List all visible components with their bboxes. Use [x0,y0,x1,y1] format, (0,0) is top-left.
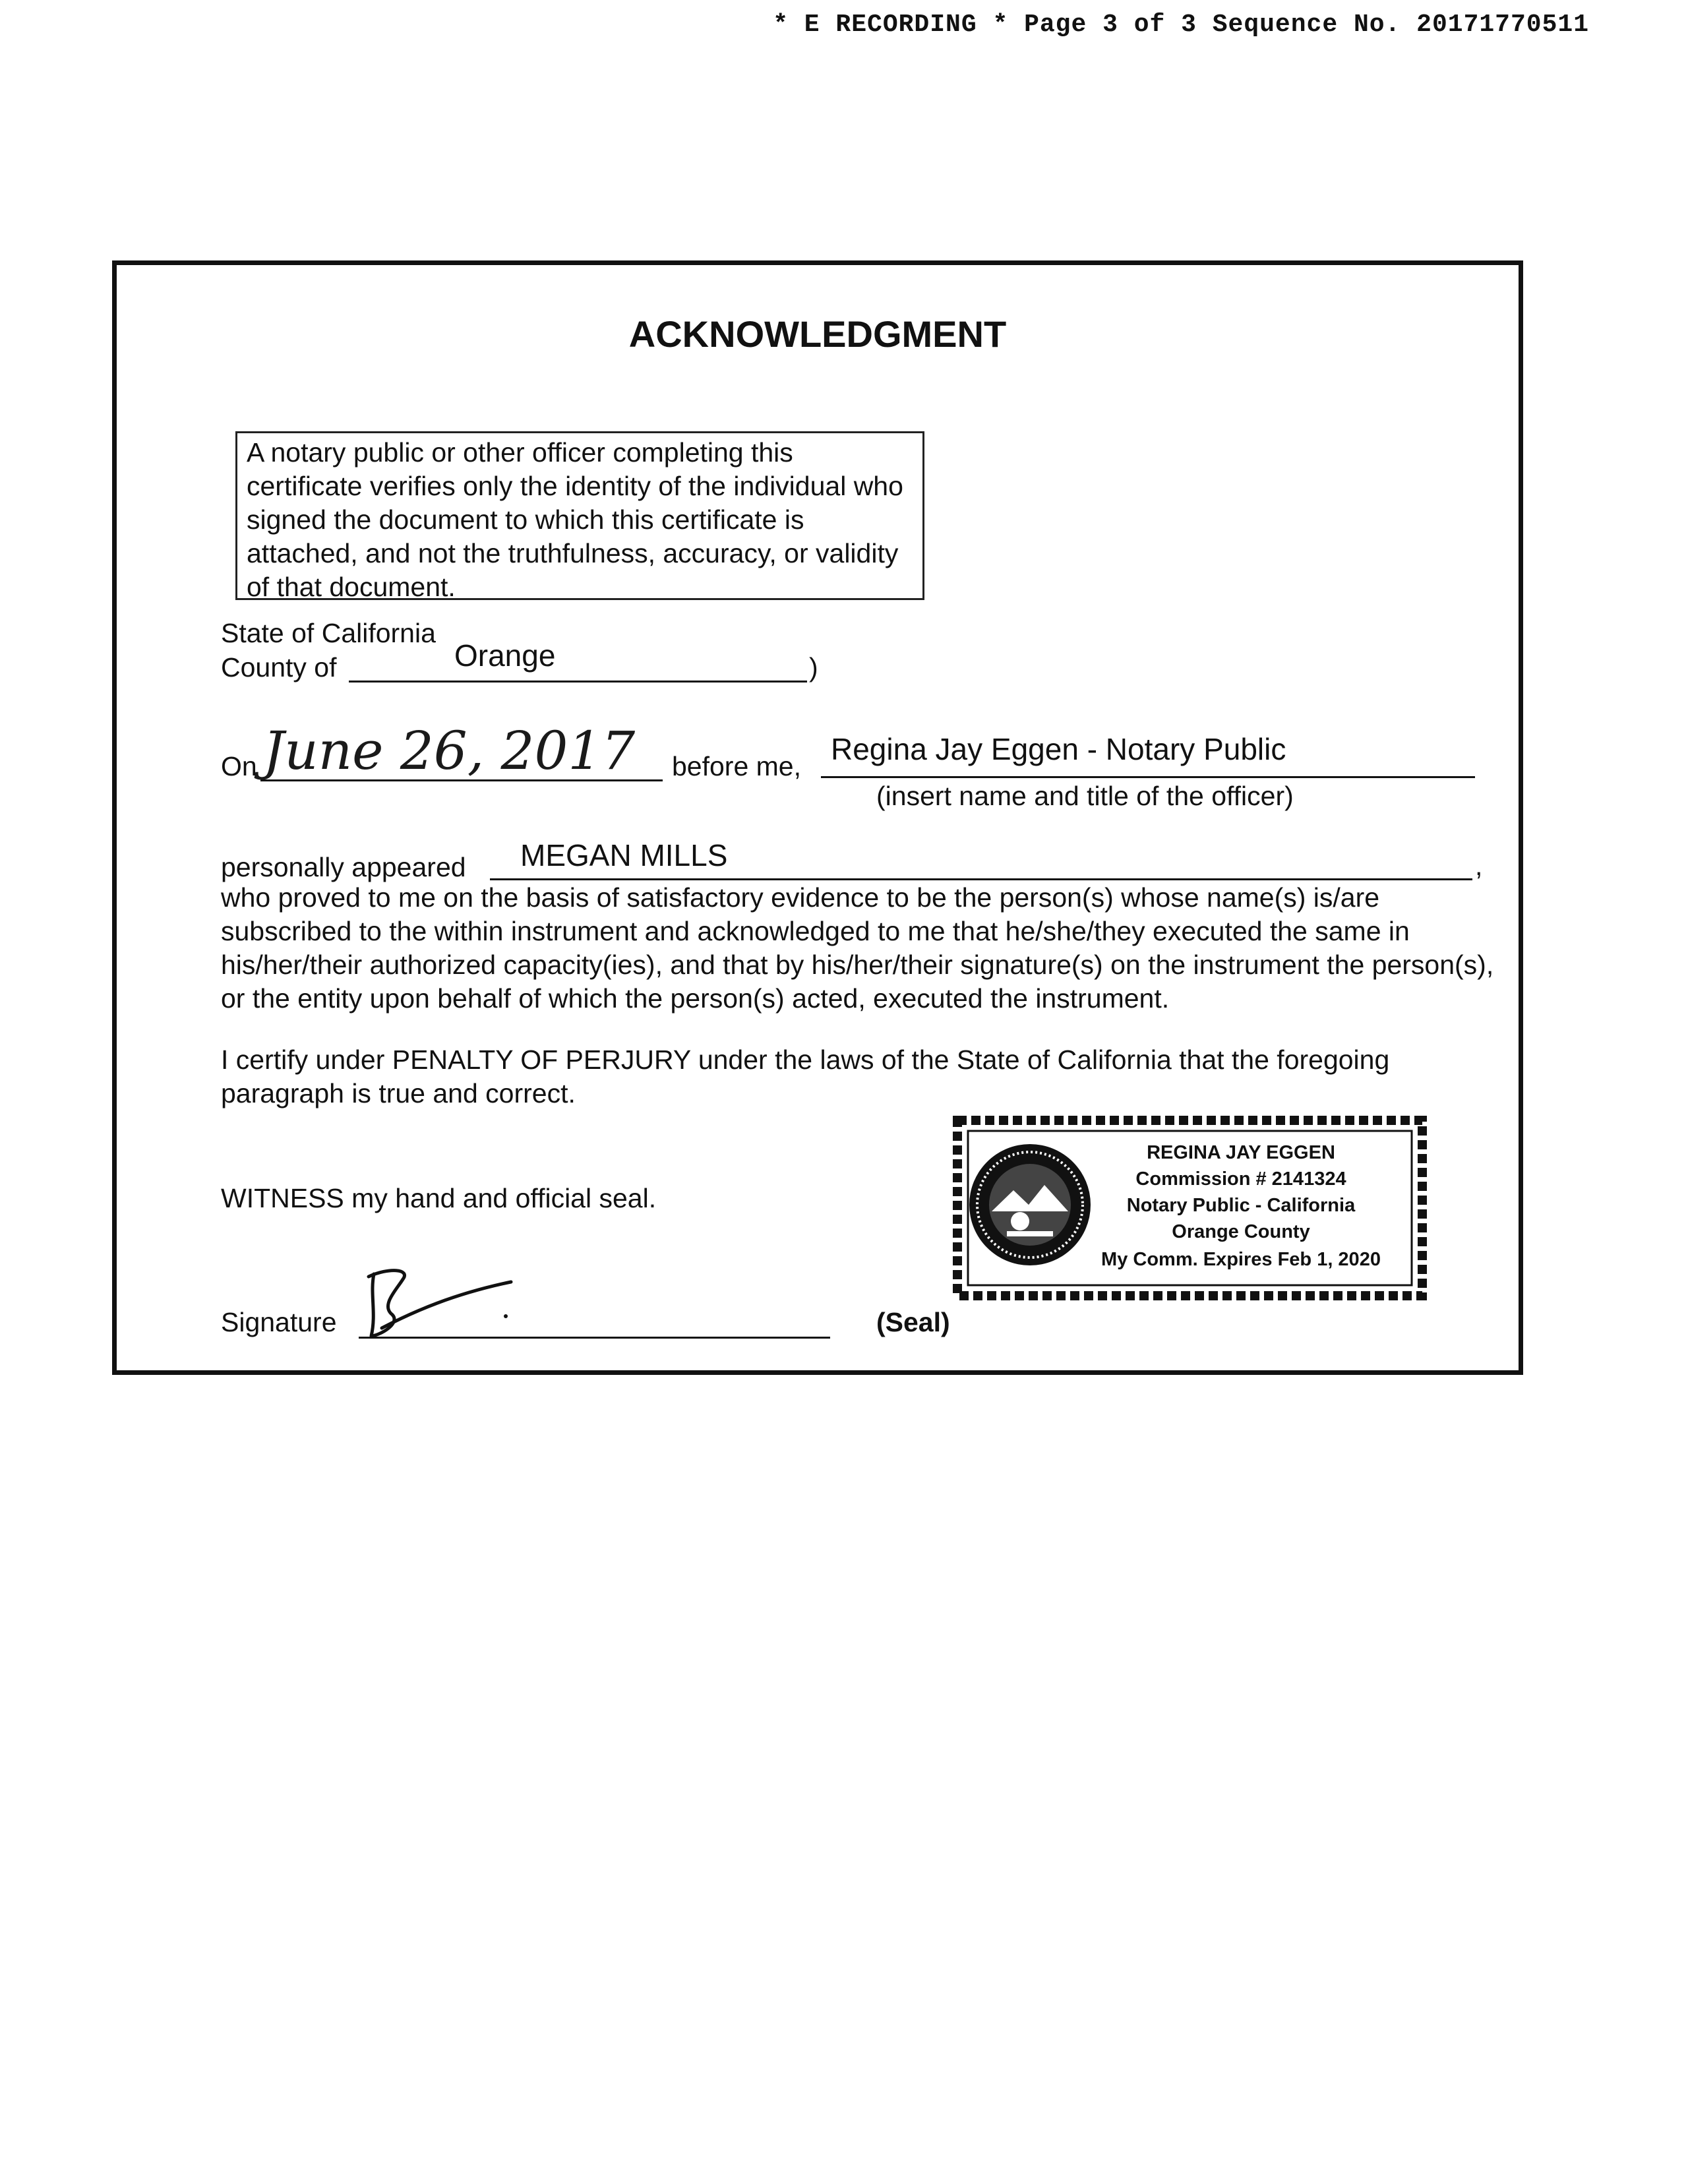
seal-title: Notary Public - California [1126,1195,1356,1216]
seal-expires: My Comm. Expires Feb 1, 2020 [1101,1249,1381,1270]
signature-label: Signature [221,1307,337,1337]
penalty-paragraph: I certify under PENALTY OF PERJURY under the laws of the State of California that the foregoing paragraph is true and correct. [221,1045,1390,1108]
seal-county: Orange County [1172,1221,1310,1242]
before-me-label: before me, [672,751,801,781]
proof-paragraph: who proved to me on the basis of satisfactory evidence to be the person(s) whose name(s) is/are subscribed to the within instrument and acknowledged to me that he/she/they executed the same in his/her/their authorized capacity(ies), and that by his/her/their signature(s) on the instrument the person(s), or the entity upon behalf of which the person(s) acted, executed the instrument. [221,882,1494,1014]
appeared-name: MEGAN MILLS [520,838,728,872]
document-title: ACKNOWLEDGMENT [628,313,1007,355]
handwritten-date: June 26, 2017 [263,720,636,781]
appeared-underline [490,878,1472,880]
state-label: State of California [221,618,436,648]
witness-text: WITNESS my hand and official seal. [221,1183,657,1213]
officer-name-title: Regina Jay Eggen - Notary Public [831,732,1286,766]
seal-label: (Seal) [876,1307,950,1337]
seal-commission: Commission # 2141324 [1135,1168,1346,1190]
county-close-paren: ) [809,652,818,682]
notice-text: A notary public or other officer completing this certificate verifies only the identity of the individual who signed the document to which this certificate is attached, and not the truthfulness, accuracy, or validity of that document. [247,437,903,602]
county-label: County of [221,652,337,682]
county-underline [349,681,807,682]
officer-underline [821,776,1475,778]
handwritten-signature [362,1267,533,1340]
officer-caption: (insert name and title of the officer) [876,781,1294,811]
state-seal-icon [969,1144,1091,1265]
notice-box [235,431,924,600]
county-value: Orange [454,638,556,673]
appeared-comma: , [1475,851,1483,881]
seal-name: REGINA JAY EGGEN [1147,1142,1335,1163]
appeared-label: personally appeared [221,852,466,882]
recording-header: * E RECORDING * Page 3 of 3 Sequence No. 20171770511 [773,11,1589,39]
acknowledgment-frame [112,260,1523,1375]
on-label: On [221,751,257,781]
notary-seal-stamp [951,1112,1429,1304]
